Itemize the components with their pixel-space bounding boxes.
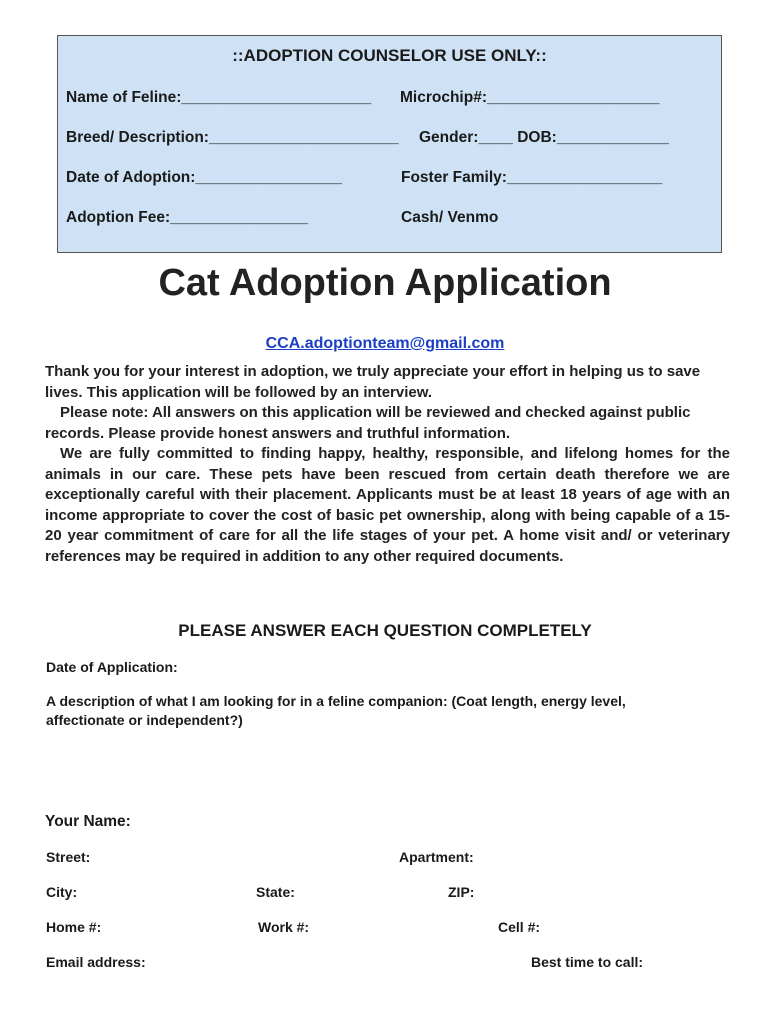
section-heading: PLEASE ANSWER EACH QUESTION COMPLETELY (178, 621, 592, 640)
page-title: Cat Adoption Application (158, 262, 612, 304)
foster-family-field[interactable]: Foster Family:__________________ (401, 169, 663, 186)
counselor-box-title: ::ADOPTION COUNSELOR USE ONLY:: (232, 46, 547, 65)
best-time-to-call-label: Best time to call: (531, 954, 644, 970)
city-label: City: (46, 884, 78, 900)
microchip-field[interactable]: Microchip#:____________________ (400, 89, 660, 106)
intro-paragraph-commitment: We are fully committed to finding happy, healthy, responsible, and lifelong homes for the animals in our care. These pets have been rescued from certain death therefore we are exceptionally careful with their placement. Applicants must be at least 18 years of age with an income appropriate to cover the cost of basic pet ownership, along with being capable of a 15-20 year commitment of care for all the life stages of your pet. A home visit and/ or veterinary references may be required in addition to any other required documents. (45, 445, 730, 565)
intro-paragraph-thanks: Thank you for your interest in adoption, we truly appreciate your effort in helping us to save lives. This application will be followed by an interview. (45, 363, 701, 401)
email-link[interactable]: CCA.adoptionteam@gmail.com (265, 335, 505, 352)
work-phone-label: Work #: (258, 919, 310, 935)
date-of-adoption-field[interactable]: Date of Adoption:_________________ (66, 169, 342, 186)
apartment-label: Apartment: (399, 849, 474, 865)
gender-dob-field[interactable]: Gender:____ DOB:_____________ (419, 129, 669, 146)
your-name-label: Your Name: (45, 813, 131, 830)
name-of-feline-field[interactable]: Name of Feline:______________________ (66, 89, 372, 106)
cell-phone-label: Cell #: (498, 919, 541, 935)
state-label: State: (256, 884, 295, 900)
intro-paragraph-note: Please note: All answers on this application will be reviewed and checked against public records. Please provide honest answers and truthful information. (45, 404, 691, 442)
adoption-counselor-box (57, 35, 722, 253)
payment-method-label: Cash/ Venmo (401, 209, 499, 226)
date-of-application-label: Date of Application: (46, 659, 178, 675)
adoption-fee-field[interactable]: Adoption Fee:________________ (66, 209, 309, 226)
breed-description-field[interactable]: Breed/ Description:______________________ (66, 129, 399, 146)
zip-label: ZIP: (448, 884, 475, 900)
street-label: Street: (46, 849, 91, 865)
home-phone-label: Home #: (46, 919, 102, 935)
intro-text (45, 362, 730, 567)
feline-description-question: A description of what I am looking for in a feline companion: (Coat length, energy level, affectionate or independent?) (46, 693, 626, 728)
email-address-label: Email address: (46, 954, 146, 970)
